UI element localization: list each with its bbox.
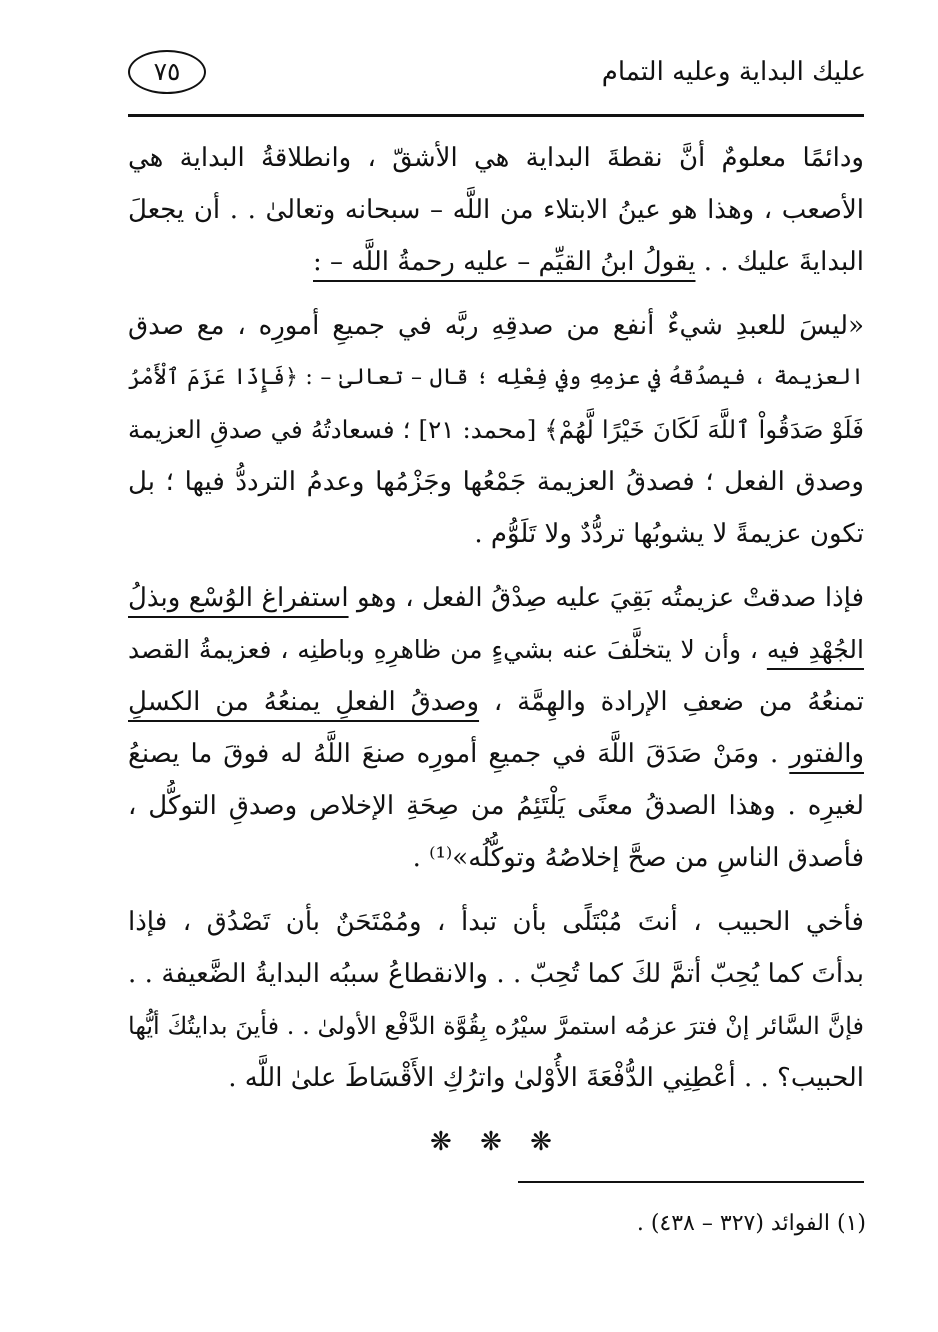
underlined-phrase: وصدقُ الفعلِ يمنعُهُ من الكسلِ [128, 687, 480, 717]
footnote: (١) الفوائد (٣٢٧ – ٤٣٨) . [636, 1211, 866, 1236]
text-line: بدأتَ كما يُحِبّ أتمَّ لكَ كما تُحِبّ . . والانقطاعُ سببُه البدايةُ الضَّعيفة . . [128, 959, 864, 989]
paragraph-2-quotation [128, 300, 864, 560]
header-rule [128, 114, 864, 117]
quran-verse-line: فَلَوْ صَدَقُواْ ٱللَّهَ لَكَانَ خَيْرًا لَّهُمْ﴾ [محمد: ٢١] ؛ فسعادتُهُ في صدقِ العزيمة [128, 415, 864, 444]
section-separator: ❋ ❋ ❋ [430, 1127, 562, 1157]
running-header-title: عليك البداية وعليه التمام [601, 57, 866, 87]
text-line [128, 728, 864, 780]
body-text [128, 132, 864, 1168]
text-fragment: . ومَنْ صَدَقَ اللَّهَ في جميعِ أمورِه صنعَ اللَّهُ له فوقَ ما يصنعُ [128, 739, 790, 769]
text-line [128, 676, 864, 728]
paragraph-3 [128, 572, 864, 884]
text-line: فإنَّ السَّائر إنْ فترَ عزمُه استمرَّ سيْرُه بِقُوَّة الدَّفْع الأولىٰ . . فأينَ بدايتُكَ أيُّها [128, 1012, 864, 1040]
underlined-phrase: والفتور [789, 739, 864, 769]
paragraph-4 [128, 896, 864, 1104]
text-line: وصدق الفعل ؛ فصدقُ العزيمة جَمْعُها وجَزْمُها وعدمُ الترددُّ فيها ؛ بل [128, 467, 864, 497]
text-line: فأصدق الناسِ من صحَّ إخلاصُهُ وتوكُّلُه»⁽¹⁾ . [412, 843, 864, 873]
footnote-rule [518, 1181, 864, 1183]
text-fragment: ، وأن لا يتخلَّفَ عنه بشيءٍ من ظاهرِهِ وباطنِه ، فعزيمةُ القصد [128, 635, 767, 664]
text-line: ودائمًا معلومٌ أنَّ نقطةَ البداية هي الأشقّ ، وانطلاقةُ البداية هي [128, 143, 864, 173]
text-line [128, 236, 864, 288]
text-line: العزيمة ، فيصدُقهُ في عزمِهِ وفي فِعْلِه ؛ قال – تعالىٰ – : ﴿فَإِذَا عَزَمَ ٱلْأَمْرُ [128, 365, 864, 390]
text-fragment: فإذا صدقتْ عزيمتُه بَقِيَ عليه صِدْقُ الفعل ، وهو [348, 583, 864, 613]
underlined-phrase: استفراغ الوُسْع وبذلُ [128, 583, 349, 613]
underlined-phrase: يقولُ ابنُ القيِّم – عليه رحمةُ اللَّه – : [313, 247, 696, 277]
text-line: «ليسَ للعبدِ شيءٌ أنفع من صدقِهِ ربَّه في جميعِ أمورِه ، مع صدق [128, 311, 864, 341]
text-line: الحبيب؟ . . أعْطِنِي الدُّفْعَةَ الأُوْلىٰ واترُكِ الأَقْسَاطَ علىٰ اللَّه . [228, 1063, 864, 1093]
text-line: الأصعب ، وهذا هو عينُ الابتلاء من اللَّه – سبحانه وتعالىٰ . . أن يجعلَ [128, 195, 864, 225]
paragraph-1 [128, 132, 864, 288]
page-number-badge: ٧٥ [128, 50, 206, 94]
text-line [128, 624, 864, 676]
text-line [128, 572, 864, 624]
text-line: تكون عزيمةً لا يشوبُها تردُّدٌ ولا تَلَوُّم . [474, 519, 864, 549]
underlined-phrase: الجُهْدِ فيه [766, 635, 864, 664]
text-fragment: البدايةَ عليك . . [695, 247, 864, 277]
text-fragment: تمنعُهُ من ضعفِ الإرادة والهِمَّة ، [479, 687, 864, 717]
text-line: لغيرِه . وهذا الصدقُ معنًى يَلْتَئِمُ من صِحَةِ الإخلاص وصدقِ التوكُّل ، [128, 791, 864, 821]
text-line: فأخي الحبيب ، أنتَ مُبْتَلًى بأن تبدأ ، ومُمْتَحَنٌ بأن تَصْدُق ، فإذا [128, 907, 864, 937]
